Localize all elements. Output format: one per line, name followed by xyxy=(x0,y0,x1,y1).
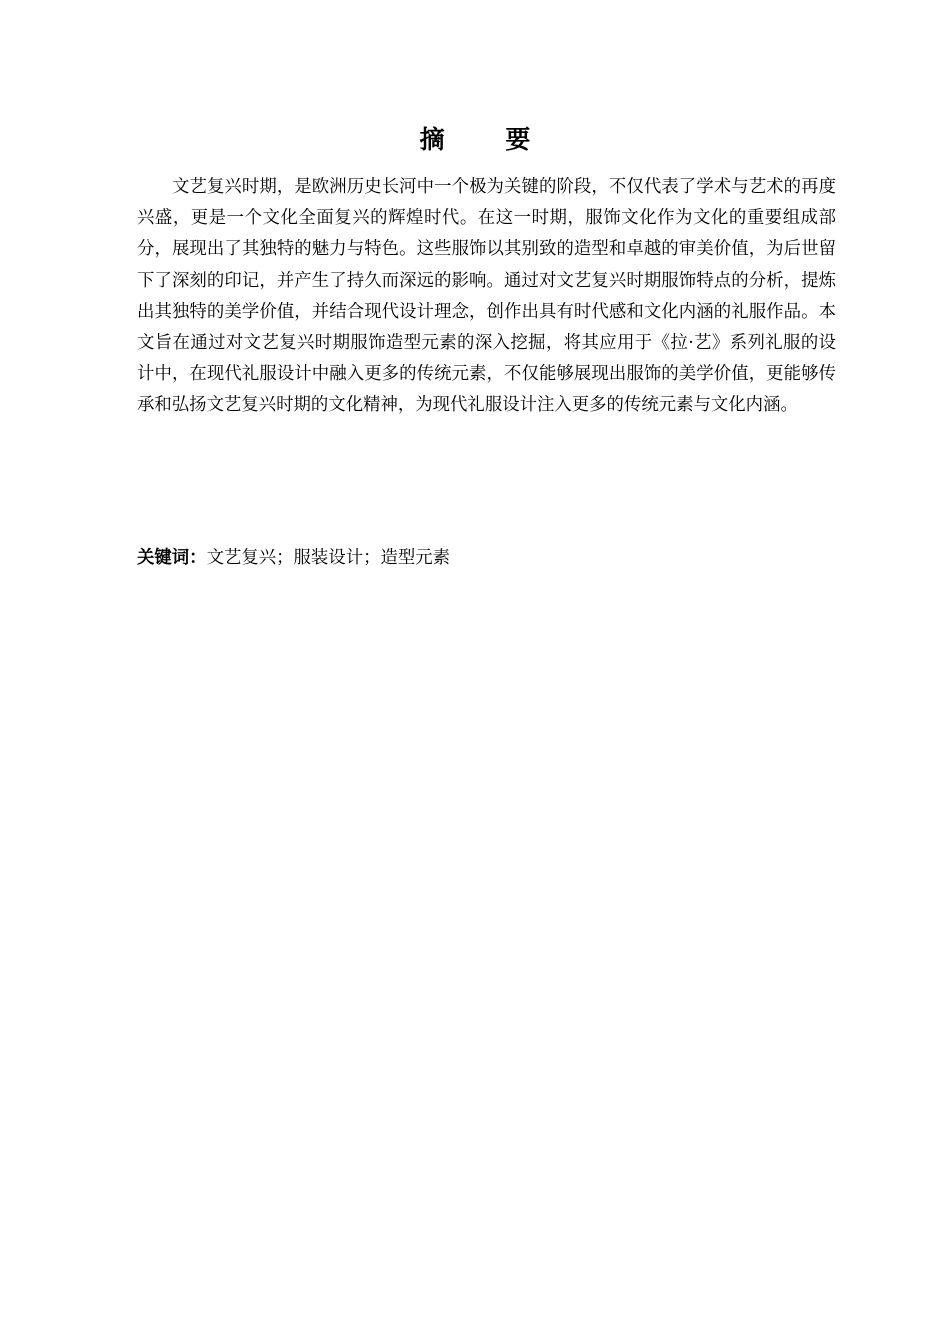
abstract-paragraph: 文艺复兴时期，是欧洲历史长河中一个极为关键的阶段，不仅代表了学术与艺术的再度兴盛，更是一个文化全面复兴的辉煌时代。在这一时期，服饰文化作为文化的重要组成部分，展现出了其独特的魅力与特色。这些服饰以其别致的造型和卓越的审美价值，为后世留下了深刻的印记，并产生了持久而深远的影响。通过对文艺复兴时期服饰特点的分析，提炼出其独特的美学价值，并结合现代设计理念，创作出具有时代感和文化内涵的礼服作品。本文旨在通过对文艺复兴时期服饰造型元素的深入挖掘，将其应用于《拉·艺》系列礼服的设计中，在现代礼服设计中融入更多的传统元素，不仅能够展现出服饰的美学价值，更能够传承和弘扬文艺复兴时期的文化精神，为现代礼服设计注入更多的传统元素与文化内涵。 xyxy=(137,177,836,416)
keywords-line xyxy=(137,543,836,574)
keywords-value: 文艺复兴；服装设计；造型元素 xyxy=(206,548,451,568)
keywords-label: 关键词： xyxy=(137,548,207,568)
abstract-title: 摘 要 xyxy=(419,125,557,154)
